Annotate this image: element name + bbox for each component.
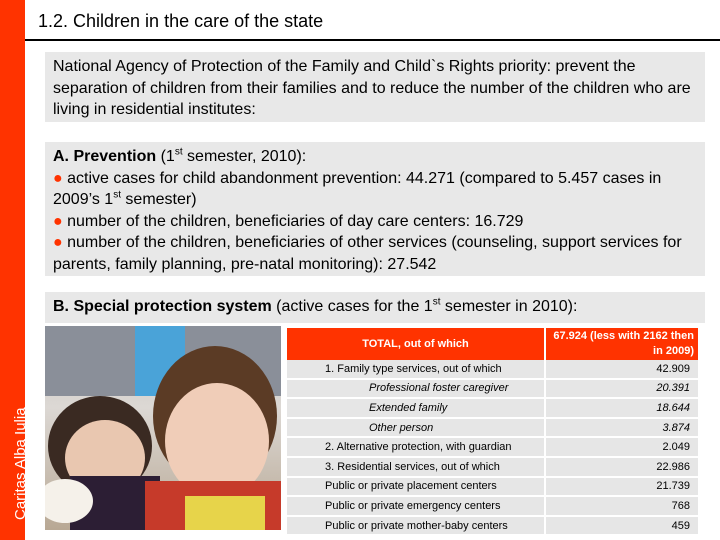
children-photo	[45, 326, 281, 530]
row-value: 42.909	[545, 360, 698, 379]
prevention-heading: A. Prevention	[53, 148, 157, 165]
title-divider	[25, 39, 720, 41]
special-protection-table	[287, 328, 698, 536]
special-protection-box	[45, 292, 705, 323]
bullet-item	[53, 232, 697, 275]
special-sub: (active cases for the 1	[271, 298, 433, 315]
table-row	[287, 457, 698, 477]
page-title: 1.2. Children in the care of the state	[38, 11, 324, 31]
bullet-text-end: semester)	[120, 191, 197, 208]
bullet-text: number of the children, beneficiaries of other services (counseling, support services for parents, family planning, pre-natal monitoring): 27.542	[53, 234, 682, 273]
bullet-icon: ●	[53, 234, 63, 251]
table-row	[287, 496, 698, 516]
header-value: 67.924 (less with 2162 then in 2009)	[545, 328, 698, 360]
row-value: 21.739	[545, 477, 698, 497]
table-row	[287, 418, 698, 438]
prevention-box	[45, 142, 705, 276]
row-value: 459	[545, 516, 698, 536]
bullet-text: active cases for child abandonment prevention: 44.271 (compared to 5.457 cases in 2009’s 1	[53, 169, 662, 208]
row-label: Extended family	[287, 398, 545, 418]
table-row	[287, 516, 698, 536]
table-row	[287, 379, 698, 399]
sup: st	[174, 146, 183, 158]
bullet-item	[53, 211, 697, 233]
row-label: 1. Family type services, out of which	[287, 360, 545, 379]
row-label: Professional foster caregiver	[287, 379, 545, 399]
row-label: Public or private emergency centers	[287, 496, 545, 516]
special-sub-end: semester in 2010):	[440, 298, 578, 315]
bullet-item	[53, 168, 697, 211]
row-label: 3. Residential services, out of which	[287, 457, 545, 477]
table-header-row	[287, 328, 698, 360]
table-row	[287, 398, 698, 418]
sup: st	[113, 189, 121, 201]
bullet-text: number of the children, beneficiaries of day care centers: 16.729	[67, 212, 524, 230]
bullet-icon: ●	[53, 212, 63, 230]
row-value: 20.391	[545, 379, 698, 399]
row-value: 768	[545, 496, 698, 516]
row-label: Public or private mother-baby centers	[287, 516, 545, 536]
sup: st	[432, 296, 441, 308]
special-heading: B. Special protection system	[53, 298, 272, 315]
row-value: 3.874	[545, 418, 698, 438]
prevention-sub: (1	[156, 148, 175, 165]
row-value: 22.986	[545, 457, 698, 477]
brand-label: Caritas Alba Iulia	[12, 407, 29, 520]
table-row	[287, 477, 698, 497]
bullet-icon: ●	[53, 169, 63, 187]
table-row	[287, 437, 698, 457]
prevention-sub-end: semester, 2010):	[182, 148, 307, 165]
row-label: Other person	[287, 418, 545, 438]
row-value: 2.049	[545, 437, 698, 457]
row-label: Public or private placement centers	[287, 477, 545, 497]
table-row	[287, 360, 698, 379]
row-label: 2. Alternative protection, with guardian	[287, 437, 545, 457]
row-value: 18.644	[545, 398, 698, 418]
header-label: TOTAL, out of which	[287, 328, 545, 360]
intro-box: National Agency of Protection of the Family and Child`s Rights priority: prevent the separation of children from their families and to reduce the number of the children who are living in residential institutes:	[45, 52, 705, 122]
